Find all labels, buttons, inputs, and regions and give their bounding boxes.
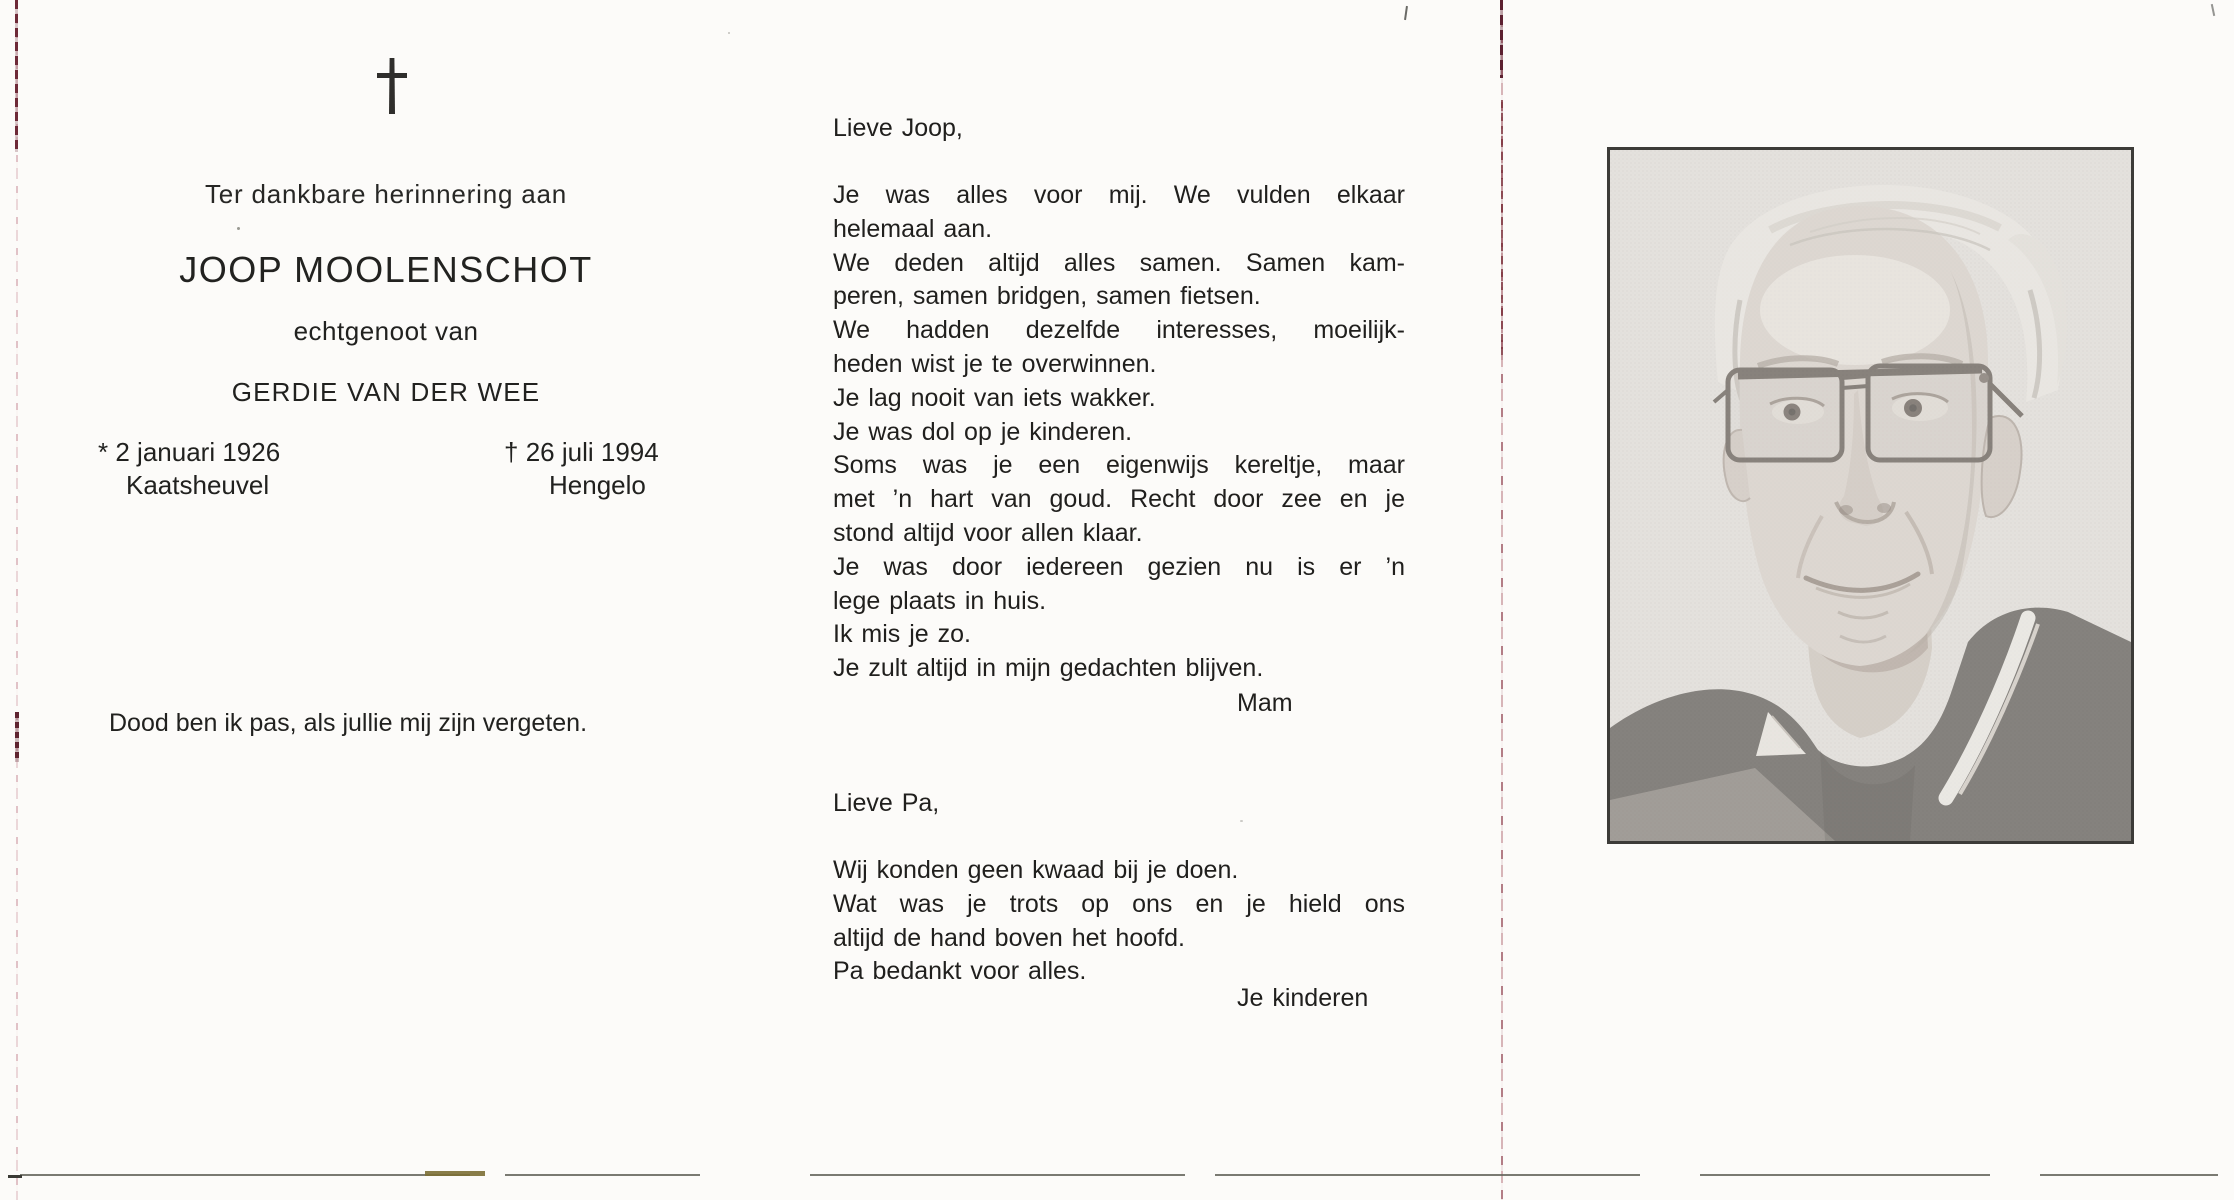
letter-line: Soms was je een eigenwijs kereltje, maar <box>833 451 1405 480</box>
letter-line: stond altijd voor allen klaar. <box>833 518 1143 547</box>
letter-line: Pa bedankt voor alles. <box>833 957 1087 986</box>
letter-line: met ’n hart van goud. Recht door zee en je <box>833 485 1405 514</box>
portrait-photo-image <box>1610 150 2131 841</box>
letter-paragraph-mam <box>833 179 1405 686</box>
letter-line: Wat was je trots op ons en je hield ons <box>833 889 1405 918</box>
bottom-edge-line <box>20 1174 470 1176</box>
letter-salutation-joop: Lieve Joop, <box>833 114 963 142</box>
deceased-name: JOOP MOOLENSCHOT <box>179 249 593 290</box>
letter-line: helemaal aan. <box>833 214 993 243</box>
death-date: 26 juli 1994 <box>525 437 659 467</box>
birth-date: 2 januari 1926 <box>115 437 281 467</box>
death-symbol: † <box>504 437 519 467</box>
scan-tick-mark <box>1404 6 1408 20</box>
letter-line: We deden altijd alles samen. Samen kam- <box>833 248 1405 277</box>
memorial-motto: Dood ben ik pas, als jullie mij zijn vergeten. <box>109 709 588 737</box>
bottom-edge-line <box>505 1174 700 1176</box>
bottom-edge-line <box>1700 1174 1990 1176</box>
memorial-intro: Ter dankbare herinnering aan <box>204 179 568 209</box>
bottom-edge-line <box>810 1174 1185 1176</box>
letter-line: altijd de hand boven het hoofd. <box>833 923 1185 952</box>
panel-divider-line-mid <box>1501 100 1503 360</box>
panel-divider-line-top <box>1500 0 1503 78</box>
portrait-photo <box>1607 147 2134 844</box>
death-place: Hengelo <box>549 470 646 500</box>
bottom-edge-mark-left <box>8 1175 22 1178</box>
letter-signature-kinderen: Je kinderen <box>1237 984 1369 1012</box>
scan-speck <box>237 227 240 230</box>
scan-speck <box>728 32 730 34</box>
death-line <box>504 437 659 468</box>
spouse-name: GERDIE VAN DER WEE <box>231 377 541 407</box>
letter-line: Je zult altijd in mijn gedachten blijven. <box>833 654 1264 683</box>
birth-line <box>98 437 280 468</box>
scan-tick-mark <box>2211 4 2215 16</box>
letter-line: We hadden dezelfde interesses, moeilijk- <box>833 316 1405 345</box>
letter-line: Je was alles voor mij. We vulden elkaar <box>833 181 1405 209</box>
birth-symbol: * <box>98 437 109 467</box>
letter-line: Je was dol op je kinderen. <box>833 417 1133 446</box>
letter-line: Ik mis je zo. <box>833 620 971 649</box>
letter-signature-mam: Mam <box>1237 689 1293 717</box>
bottom-edge-mark <box>425 1171 485 1176</box>
letter-line: lege plaats in huis. <box>833 586 1047 615</box>
letter-paragraph-kinderen <box>833 854 1405 989</box>
letter-line: Wij konden geen kwaad bij je doen. <box>833 856 1239 884</box>
letter-line: peren, samen bridgen, samen fietsen. <box>833 282 1261 311</box>
letter-salutation-pa: Lieve Pa, <box>833 789 940 817</box>
letter-line: Je was door iedereen gezien nu is er ’n <box>833 552 1405 581</box>
letter-line: heden wist je te overwinnen. <box>833 349 1157 378</box>
cross-icon <box>377 58 407 114</box>
left-fold-line-blotch <box>15 712 19 762</box>
bottom-edge-line <box>2040 1174 2218 1176</box>
bottom-edge-line <box>1215 1174 1640 1176</box>
scan-speck <box>1240 820 1243 822</box>
relation-label: echtgenoot van <box>293 316 479 346</box>
birth-place: Kaatsheuvel <box>126 470 270 500</box>
letter-line: Je lag nooit van iets wakker. <box>833 383 1156 412</box>
left-fold-line-top <box>15 0 18 152</box>
